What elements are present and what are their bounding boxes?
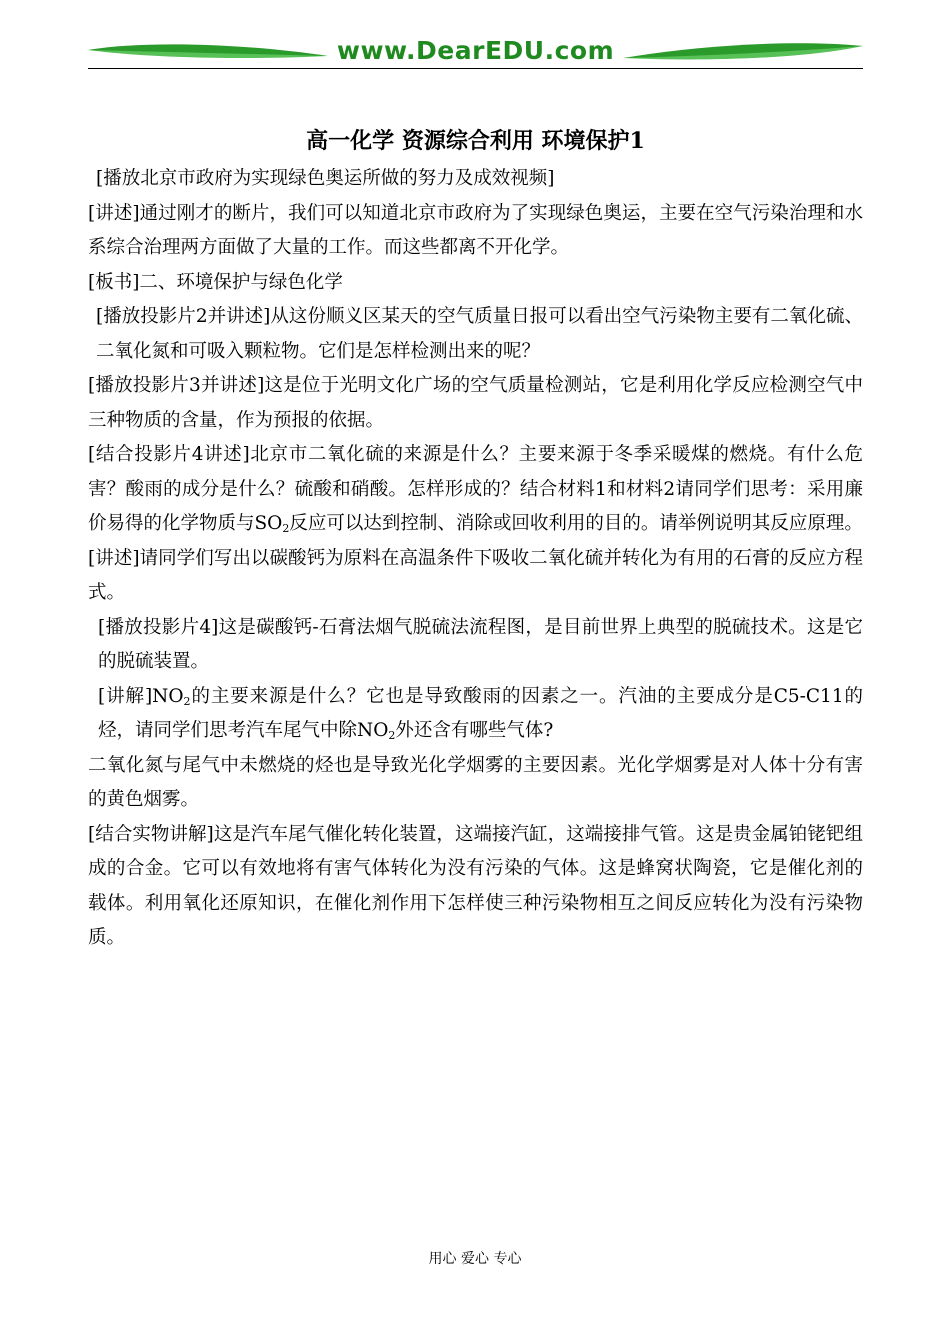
paragraph-6-pre: [结合投影片4讲述]北京市二氧化硫的来源是什么？主要来源于冬季采暖煤的燃烧。有什么危害？酸雨的成分是什么？硫酸和硝酸。怎样形成的？结合材料1和材料2请同学们思考：采用廉价易得的化学物质与SO bbox=[88, 444, 863, 534]
paragraph-6 bbox=[88, 438, 863, 542]
page-title: 高一化学 资源综合利用 环境保护1 bbox=[306, 128, 645, 154]
paragraph-3: [板书]二、环境保护与绿色化学 bbox=[88, 271, 343, 293]
paragraph-10: 二氧化氮与尾气中未燃烧的烃也是导致光化学烟雾的主要因素。光化学烟雾是对人体十分有害的黄色烟雾。 bbox=[88, 754, 863, 810]
header-divider bbox=[88, 68, 863, 69]
paragraph-9 bbox=[88, 680, 863, 749]
paragraph-9-post: 外还含有哪些气体? bbox=[395, 720, 554, 741]
paragraph-1: [播放北京市政府为实现绿色奥运所做的努力及成效视频] bbox=[96, 168, 555, 189]
document-body bbox=[88, 162, 863, 956]
paragraph-9-mid: 的主要来源是什么？它也是导致酸雨的因素之一。汽油的主要成分是C5-C11的烃，请同学们思考汽车尾气中除NO bbox=[98, 685, 864, 741]
no2-subscript: 2 bbox=[183, 694, 191, 708]
paragraph-9-pre: [讲解]NO bbox=[98, 685, 184, 707]
so2-subscript: 2 bbox=[282, 522, 290, 535]
site-header-banner bbox=[88, 30, 863, 72]
paragraph-4: [播放投影片2并讲述]从这份顺义区某天的空气质量日报可以看出空气污染物主要有二氧化硫、二氧化氮和可吸入颗粒物。它们是怎样检测出来的呢？ bbox=[96, 306, 863, 362]
no2-subscript-2: 2 bbox=[388, 729, 396, 742]
paragraph-7: [讲述]请同学们写出以碳酸钙为原料在高温条件下吸收二氧化硫并转化为有用的石膏的反应方程式。 bbox=[88, 547, 863, 603]
paragraph-6-post: 反应可以达到控制、消除或回收利用的目的。请举例说明其反应原理。 bbox=[289, 513, 863, 534]
site-url: www.DearEDU.com bbox=[336, 36, 615, 65]
page-footer: 用心 爱心 专心 bbox=[428, 1251, 522, 1267]
paragraph-2: [讲述]通过刚才的断片，我们可以知道北京市政府为了实现绿色奥运，主要在空气污染治理和水系综合治理两方面做了大量的工作。而这些都离不开化学。 bbox=[88, 202, 863, 258]
paragraph-8: [播放投影片4]这是碳酸钙-石膏法烟气脱硫法流程图，是目前世界上典型的脱硫技术。这是它的脱硫装置。 bbox=[98, 616, 863, 672]
paragraph-11: [结合实物讲解]这是汽车尾气催化转化装置，这端接汽缸，这端接排气管。这是贵金属铂铑钯组成的合金。它可以有效地将有害气体转化为没有污染的气体。这是蜂窝状陶瓷，它是催化剂的载体。利用氧化还原知识，在催化剂作用下怎样使三种污染物相互之间反应转化为没有污染物质。 bbox=[88, 823, 863, 948]
paragraph-5: [播放投影片3并讲述]这是位于光明文化广场的空气质量检测站，它是利用化学反应检测空气中三种物质的含量，作为预报的依据。 bbox=[88, 375, 863, 431]
